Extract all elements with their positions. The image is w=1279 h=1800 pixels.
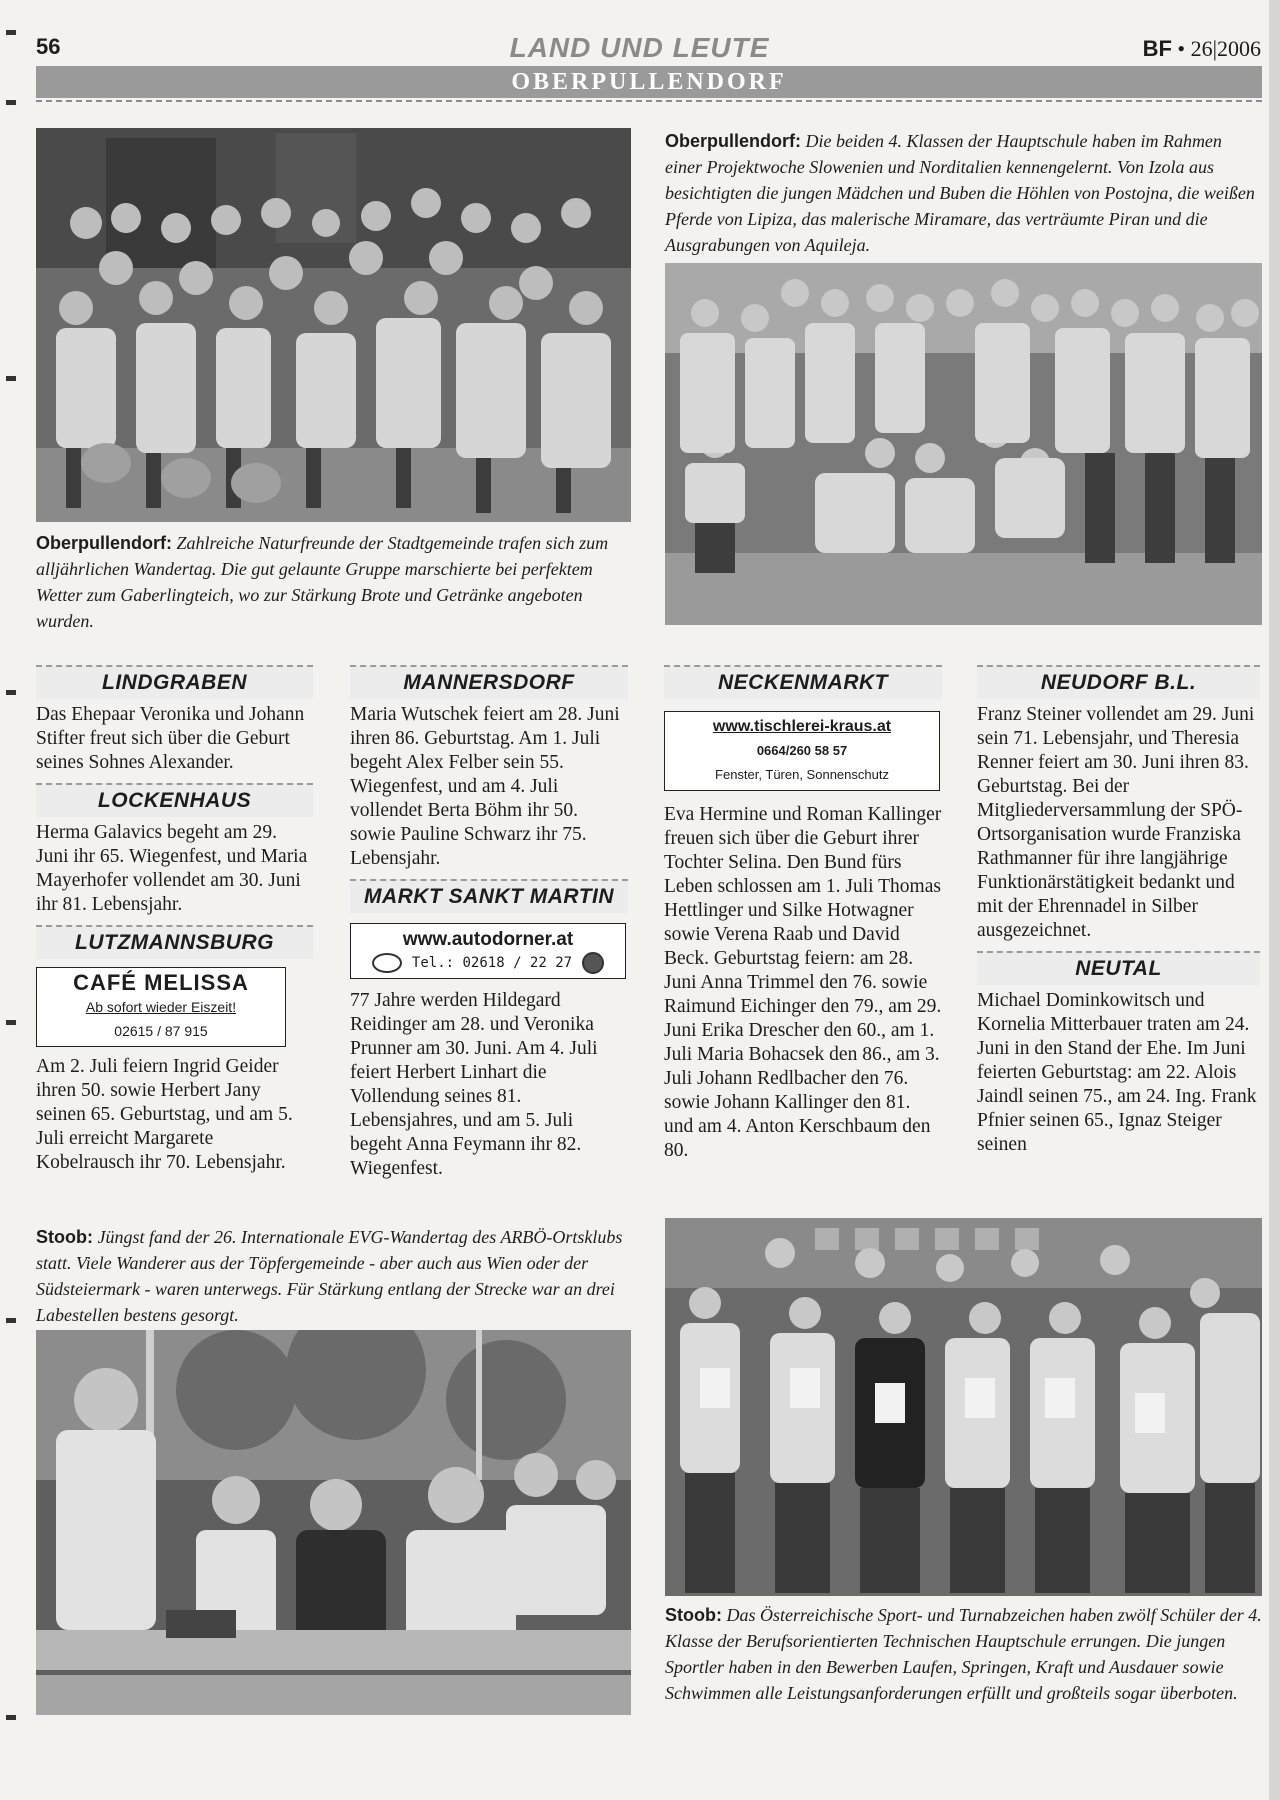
caption-place: Oberpullendorf: xyxy=(665,131,801,151)
caption-photo1 xyxy=(36,530,636,634)
margin-mark xyxy=(6,1020,16,1025)
heading-neudorf: NEUDORF B.L. xyxy=(977,665,1260,699)
column-3 xyxy=(664,665,942,1163)
caption-text: Die beiden 4. Klassen der Hauptschule haben im Rahmen einer Projektwoche Slowenien und Norditalien kennengelernt. Von Izola aus besichtigten die jungen Mädchen und Buben die Höhlen von Postojna, die weißen Pferde von Lipiza, das malerische Miramare, das verträumte Piran und die Ausgrabungen von Aquileja. xyxy=(665,131,1255,255)
margin-mark xyxy=(6,100,16,105)
margin-mark xyxy=(6,690,16,695)
ad-url: www.autodorner.at xyxy=(402,929,574,950)
heading-lutzmannsburg: LUTZMANNSBURG xyxy=(36,925,313,959)
caption-text: Jüngst fand der 26. Internationale EVG-Wandertag des ARBÖ-Ortsklubs statt. Viele Wanderer aus der Töpfergemeinde - aber auch aus Wien oder der Südsteiermark - waren unterwegs. Für Stärkung entlang der Strecke war an drei Labestellen bestens gesorgt. xyxy=(36,1227,623,1325)
caption-place: Stoob: xyxy=(665,1605,722,1625)
article-neudorf: Franz Steiner vollendet am 29. Juni sein 71. Lebensjahr, und Theresia Renner feiert am 30. Juni ihren 83. Geburtstag. Bei der Mitgliederversammlung der SPÖ-Ortsorganisation wurde Franziska Rathmanner für ihre langjährige Funktionärstätigkeit bedankt und mit der Ehrennadel in Silber ausgezeichnet. xyxy=(977,704,1255,941)
caption-place: Oberpullendorf: xyxy=(36,533,172,553)
issue-label: BF • 26|2006 xyxy=(1142,36,1261,61)
skoda-logo-icon xyxy=(582,952,604,974)
region-banner: OBERPULLENDORF xyxy=(36,66,1262,98)
caption-text: Das Österreichische Sport- und Turnabzeichen haben zwölf Schüler der 4. Klasse der Berufsorientierten Technischen Hauptschule errungen. Die jungen Sportler haben in den Bewerben Laufen, Springen, Kraft und Ausdauer sowie Schwimmen alle Leistungsanforderungen erfüllt und großteils sogar überboten. xyxy=(665,1605,1262,1703)
ad-tischlerei-kraus xyxy=(664,711,940,791)
ad-cafe-melissa xyxy=(36,967,286,1047)
article-neckenmarkt: Eva Hermine und Roman Kallinger freuen sich über die Geburt ihrer Tochter Selina. Den Bund fürs Leben schlossen am 1. Juli Thomas Hettlinger und Silke Hotwagner sowie Verena Raab und David Beck. Geburtstag feiern: am 28. Juni Anna Trimmel den 76. sowie Raimund Eichinger den 79., am 29. Juni Erika Drescher den 60., am 1. Juli Maria Bohacsek den 86., am 3. Juli Johann Redlbacher den 76. sowie Johann Kallinger den 81. und am 4. Anton Kerschbaum den 80. xyxy=(664,804,942,1161)
ad-phone: Tel.: 02618 / 22 27 xyxy=(411,955,573,971)
photo-wandertag-rest-stop xyxy=(36,1330,631,1715)
column-4 xyxy=(977,665,1260,1157)
photo-sport-award-students xyxy=(665,1218,1262,1596)
publication-name: BF xyxy=(1142,36,1172,61)
nissan-logo-icon xyxy=(372,953,402,973)
column-1 xyxy=(36,665,313,1175)
caption-text: Zahlreiche Naturfreunde der Stadtgemeinde trafen sich zum alljährlichen Wandertag. Die gut gelaunte Gruppe marschierte bei perfektem Wetter zum Gaberlingteich, wo zur Stärkung Brote und Getränke angeboten wurden. xyxy=(36,533,609,631)
ad-autodorner xyxy=(350,923,626,979)
heading-markt-sankt-martin: MARKT SANKT MARTIN xyxy=(350,879,628,913)
divider xyxy=(36,100,1262,102)
ad-phone: 0664/260 58 57 xyxy=(756,743,848,758)
margin-mark xyxy=(6,1715,16,1720)
photo-school-class xyxy=(665,263,1262,625)
heading-mannersdorf: MANNERSDORF xyxy=(350,665,628,699)
photo-group-hikers xyxy=(36,128,631,522)
caption-photo3 xyxy=(36,1224,636,1328)
section-title: LAND UND LEUTE xyxy=(509,32,770,63)
caption-photo2 xyxy=(665,128,1260,258)
heading-neckenmarkt: NECKENMARKT xyxy=(664,665,942,699)
page-number: 56 xyxy=(36,34,61,59)
heading-lindgraben: LINDGRABEN xyxy=(36,665,313,699)
issue-number: 26|2006 xyxy=(1190,36,1261,61)
margin-mark xyxy=(6,376,16,381)
heading-neutal: NEUTAL xyxy=(977,951,1260,985)
ad-url: www.tischlerei-kraus.at xyxy=(712,718,892,735)
column-2 xyxy=(350,665,628,1181)
article-lutzmannsburg: Am 2. Juli feiern Ingrid Geider ihren 50. sowie Herbert Jany seinen 65. Geburtstag, und am 5. Juli erreicht Margarete Kobelrausch ihr 70. Lebensjahr. xyxy=(36,1056,293,1173)
margin-mark xyxy=(6,1318,16,1323)
caption-place: Stoob: xyxy=(36,1227,93,1247)
ad-slogan: Ab sofort wieder Eiszeit! xyxy=(85,999,237,1015)
article-lindgraben: Das Ehepaar Veronika und Johann Stifter freut sich über die Geburt seines Sohnes Alexander. xyxy=(36,704,305,773)
article-neutal: Michael Dominkowitsch und Kornelia Mitterbauer traten am 24. Juni in den Stand der Ehe. Im Juni feierten Geburtstag: am 22. Alois Jaindl seinen 75., am 24. Ing. Frank Pfnier seinen 65., Ignaz Steiger seinen xyxy=(977,990,1257,1155)
ad-services: Fenster, Türen, Sonnenschutz xyxy=(715,767,889,782)
page-binding-edge xyxy=(1269,0,1279,1800)
article-markt-sankt-martin: 77 Jahre werden Hildegard Reidinger am 28. und Veronika Prunner am 30. Juni. Am 4. Juli feiert Herbert Linhart die Vollendung seines 81. Lebensjahres, und am 5. Juli begeht Anna Feymann ihr 82. Wiegenfest. xyxy=(350,990,598,1179)
ad-name: CAFÉ MELISSA xyxy=(73,970,249,995)
heading-lockenhaus: LOCKENHAUS xyxy=(36,783,313,817)
article-lockenhaus: Herma Galavics begeht am 29. Juni ihr 65. Wiegenfest, und Maria Mayerhofer vollendet am 30. Juni ihr 81. Lebensjahr. xyxy=(36,822,308,915)
caption-photo4 xyxy=(665,1602,1265,1706)
article-mannersdorf: Maria Wutschek feiert am 28. Juni ihren 86. Geburtstag. Am 1. Juli begeht Alex Felber sein 55. Wiegenfest, und am 4. Juli vollendet Berta Böhm ihr 50. sowie Pauline Schwarz ihr 75. Lebensjahr. xyxy=(350,704,620,869)
ad-phone: 02615 / 87 915 xyxy=(114,1023,208,1039)
